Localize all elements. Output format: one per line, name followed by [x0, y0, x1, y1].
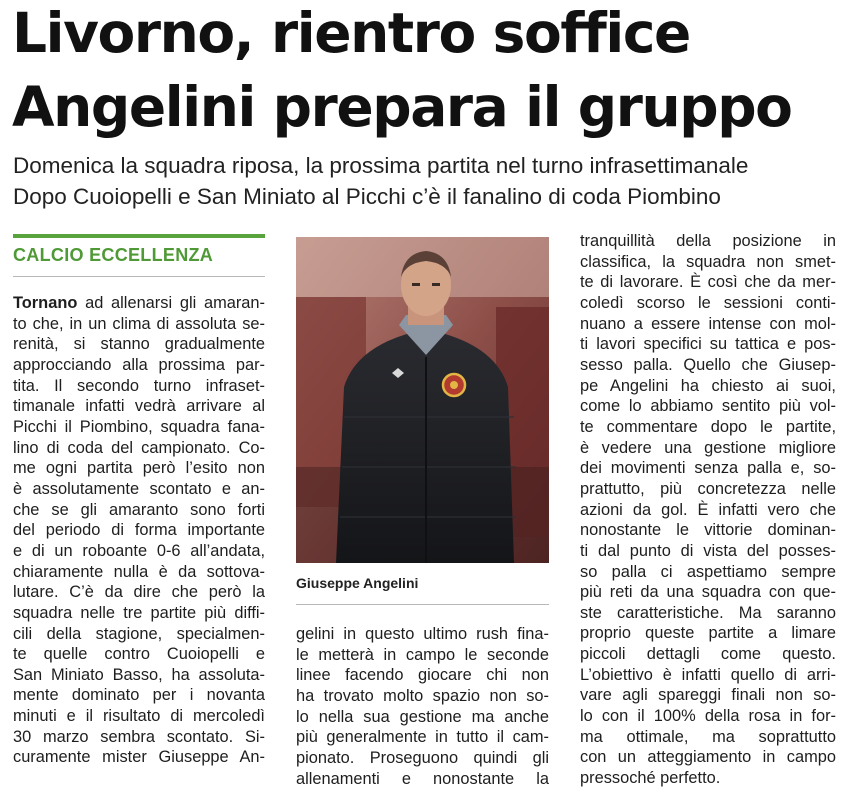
- article-text-line: pe Angelini ha chiesto ai suoi,: [580, 376, 836, 395]
- article-column-1: [13, 293, 265, 768]
- photo-giuseppe-angelini: [296, 237, 549, 563]
- article-text-line: chiaramente nulla è da sottova-: [13, 562, 265, 581]
- article-text-line: più generalmente in tutto il cam-: [296, 728, 549, 747]
- article-text-line: curamente mister Giuseppe An-: [13, 748, 265, 767]
- article-text-line: tranquillità della posizione in: [580, 232, 836, 250]
- article-text-line: più reti da una squadra con que-: [580, 583, 836, 602]
- subheadline-line-1: Domenica la squadra riposa, la prossima partita nel turno infrasettimanale: [13, 153, 749, 178]
- article-text-line: nonostante le vittorie dominan-: [580, 521, 836, 540]
- article-text-line: pressoché perfetto.: [580, 769, 721, 788]
- article-text-line: L’obiettivo è infatti quello di arri-: [580, 665, 836, 684]
- section-divider: [13, 276, 265, 277]
- article-text-line: classifica, la squadra non smet-: [580, 252, 836, 271]
- article-text-line: Tornano ad allenarsi gli amaran-: [13, 294, 265, 312]
- article-text-line: è vedere una gestione migliore: [580, 438, 836, 457]
- section-label: CALCIO ECCELLENZA: [13, 245, 214, 265]
- article-text-line: tita. Il secondo turno infraset-: [13, 376, 265, 395]
- article-text-line: e di un roboante 0-6 all’andata,: [13, 541, 265, 560]
- article-text-line: che se gli amaranto sono forti: [13, 500, 265, 519]
- article-text-line: sesso palla. Quello che Giusep-: [580, 355, 836, 374]
- article-text-line: lino di coda del campionato. Co-: [13, 438, 265, 457]
- article-text-line: vare agli spareggi finali non so-: [580, 686, 836, 705]
- photo-caption: Giuseppe Angelini: [296, 575, 419, 591]
- article-text-line: squadra nelle tre partite più diffi-: [13, 603, 265, 622]
- article-text-line: linee facendo giocare chi non: [296, 666, 549, 685]
- coach-photo-illustration: [296, 237, 549, 563]
- article-text-line: come lo abbiamo sentito più vol-: [580, 397, 836, 416]
- article-text-line: te commentare dopo le partite,: [580, 417, 836, 436]
- headline-line-1: Livorno, rientro soffice: [12, 1, 690, 65]
- article-text-line: approcciando alla prossima par-: [13, 355, 265, 374]
- article-text-line: con un atteggiamento in campo: [580, 748, 836, 767]
- article-text-line: gelini in questo ultimo rush fina-: [296, 625, 549, 643]
- article-text-line: me ogni partita però l’esito non: [13, 459, 265, 478]
- article-text-line: piccoli dettagli come questo.: [580, 645, 836, 664]
- article-text-line: Picchi il Piombino, squadra fana-: [13, 417, 265, 436]
- article-text-line: prattutto, più concretezza nelle: [580, 479, 836, 498]
- article-text-line: ste caratteristiche. Ma saranno: [580, 603, 836, 622]
- article-text-line: allenamenti e nonostante la: [296, 769, 549, 788]
- caption-divider: [296, 604, 549, 605]
- article-text-line: ti lavori specifici su tattica e pos-: [580, 335, 836, 354]
- article-text-line: coledì scorso le sessioni conti-: [580, 293, 836, 312]
- article-text-line: minuti e il risultato di mercoledì: [13, 707, 265, 726]
- article-text-line: renità, si stanno gradualmente: [13, 335, 265, 354]
- article-text-line: nuano a essere intense con mol-: [580, 314, 836, 333]
- article-column-3: [580, 231, 836, 789]
- article-text-line: azioni da gol. È infatti vero che: [580, 500, 836, 519]
- article-text-line: San Miniato Basso, ha assoluta-: [13, 665, 265, 684]
- article-text-line: è assolutamente scontato e an-: [13, 479, 265, 498]
- subheadline-line-2: Dopo Cuoiopelli e San Miniato al Picchi c’è il fanalino di coda Piombino: [13, 184, 721, 209]
- article-text-line: le metterà in campo le seconde: [296, 645, 549, 664]
- article-text-line: ha trovato molto spazio non so-: [296, 686, 549, 705]
- article-text-line: del periodo di forma importante: [13, 521, 265, 540]
- article-text-line: proprio queste partite a limare: [580, 624, 836, 643]
- article-text-line: ti dal punto di vista del posses-: [580, 541, 836, 560]
- article-text-line: cili della stagione, specialmen-: [13, 624, 265, 643]
- article-column-2: [296, 624, 549, 789]
- article-text-line: lo nella sua gestione ma anche: [296, 707, 549, 726]
- article-text-line: timanale infatti vedrà arrivare al: [13, 397, 265, 416]
- article-text-line: to che, in un clima di assoluta se-: [13, 314, 265, 333]
- article-text-line: lutare. C’è da dire che però la: [13, 583, 265, 602]
- lead-word: Tornano: [13, 294, 78, 312]
- article-text-line: ma ottimale, ma soprattutto: [580, 727, 836, 746]
- section-accent-rule: [13, 234, 265, 238]
- article-text-line: 30 marzo sembra scontato. Si-: [13, 727, 265, 746]
- headline-line-2: Angelini prepara il gruppo: [12, 75, 792, 139]
- article-text-line: dei movimenti senza palla e, so-: [580, 459, 836, 478]
- article-text-line: pionato. Proseguono quindi gli: [296, 748, 549, 767]
- article-text-line: mente dominato per i novanta: [13, 686, 265, 705]
- article-text-line: lo con il 100% della rosa in for-: [580, 707, 836, 726]
- article-text-line: te di lavorare. È così che da mer-: [580, 273, 836, 292]
- article-text-line: so palla ci aspettiamo sempre: [580, 562, 836, 581]
- article-text-line: te quelle contro Cuoiopelli e: [13, 645, 265, 664]
